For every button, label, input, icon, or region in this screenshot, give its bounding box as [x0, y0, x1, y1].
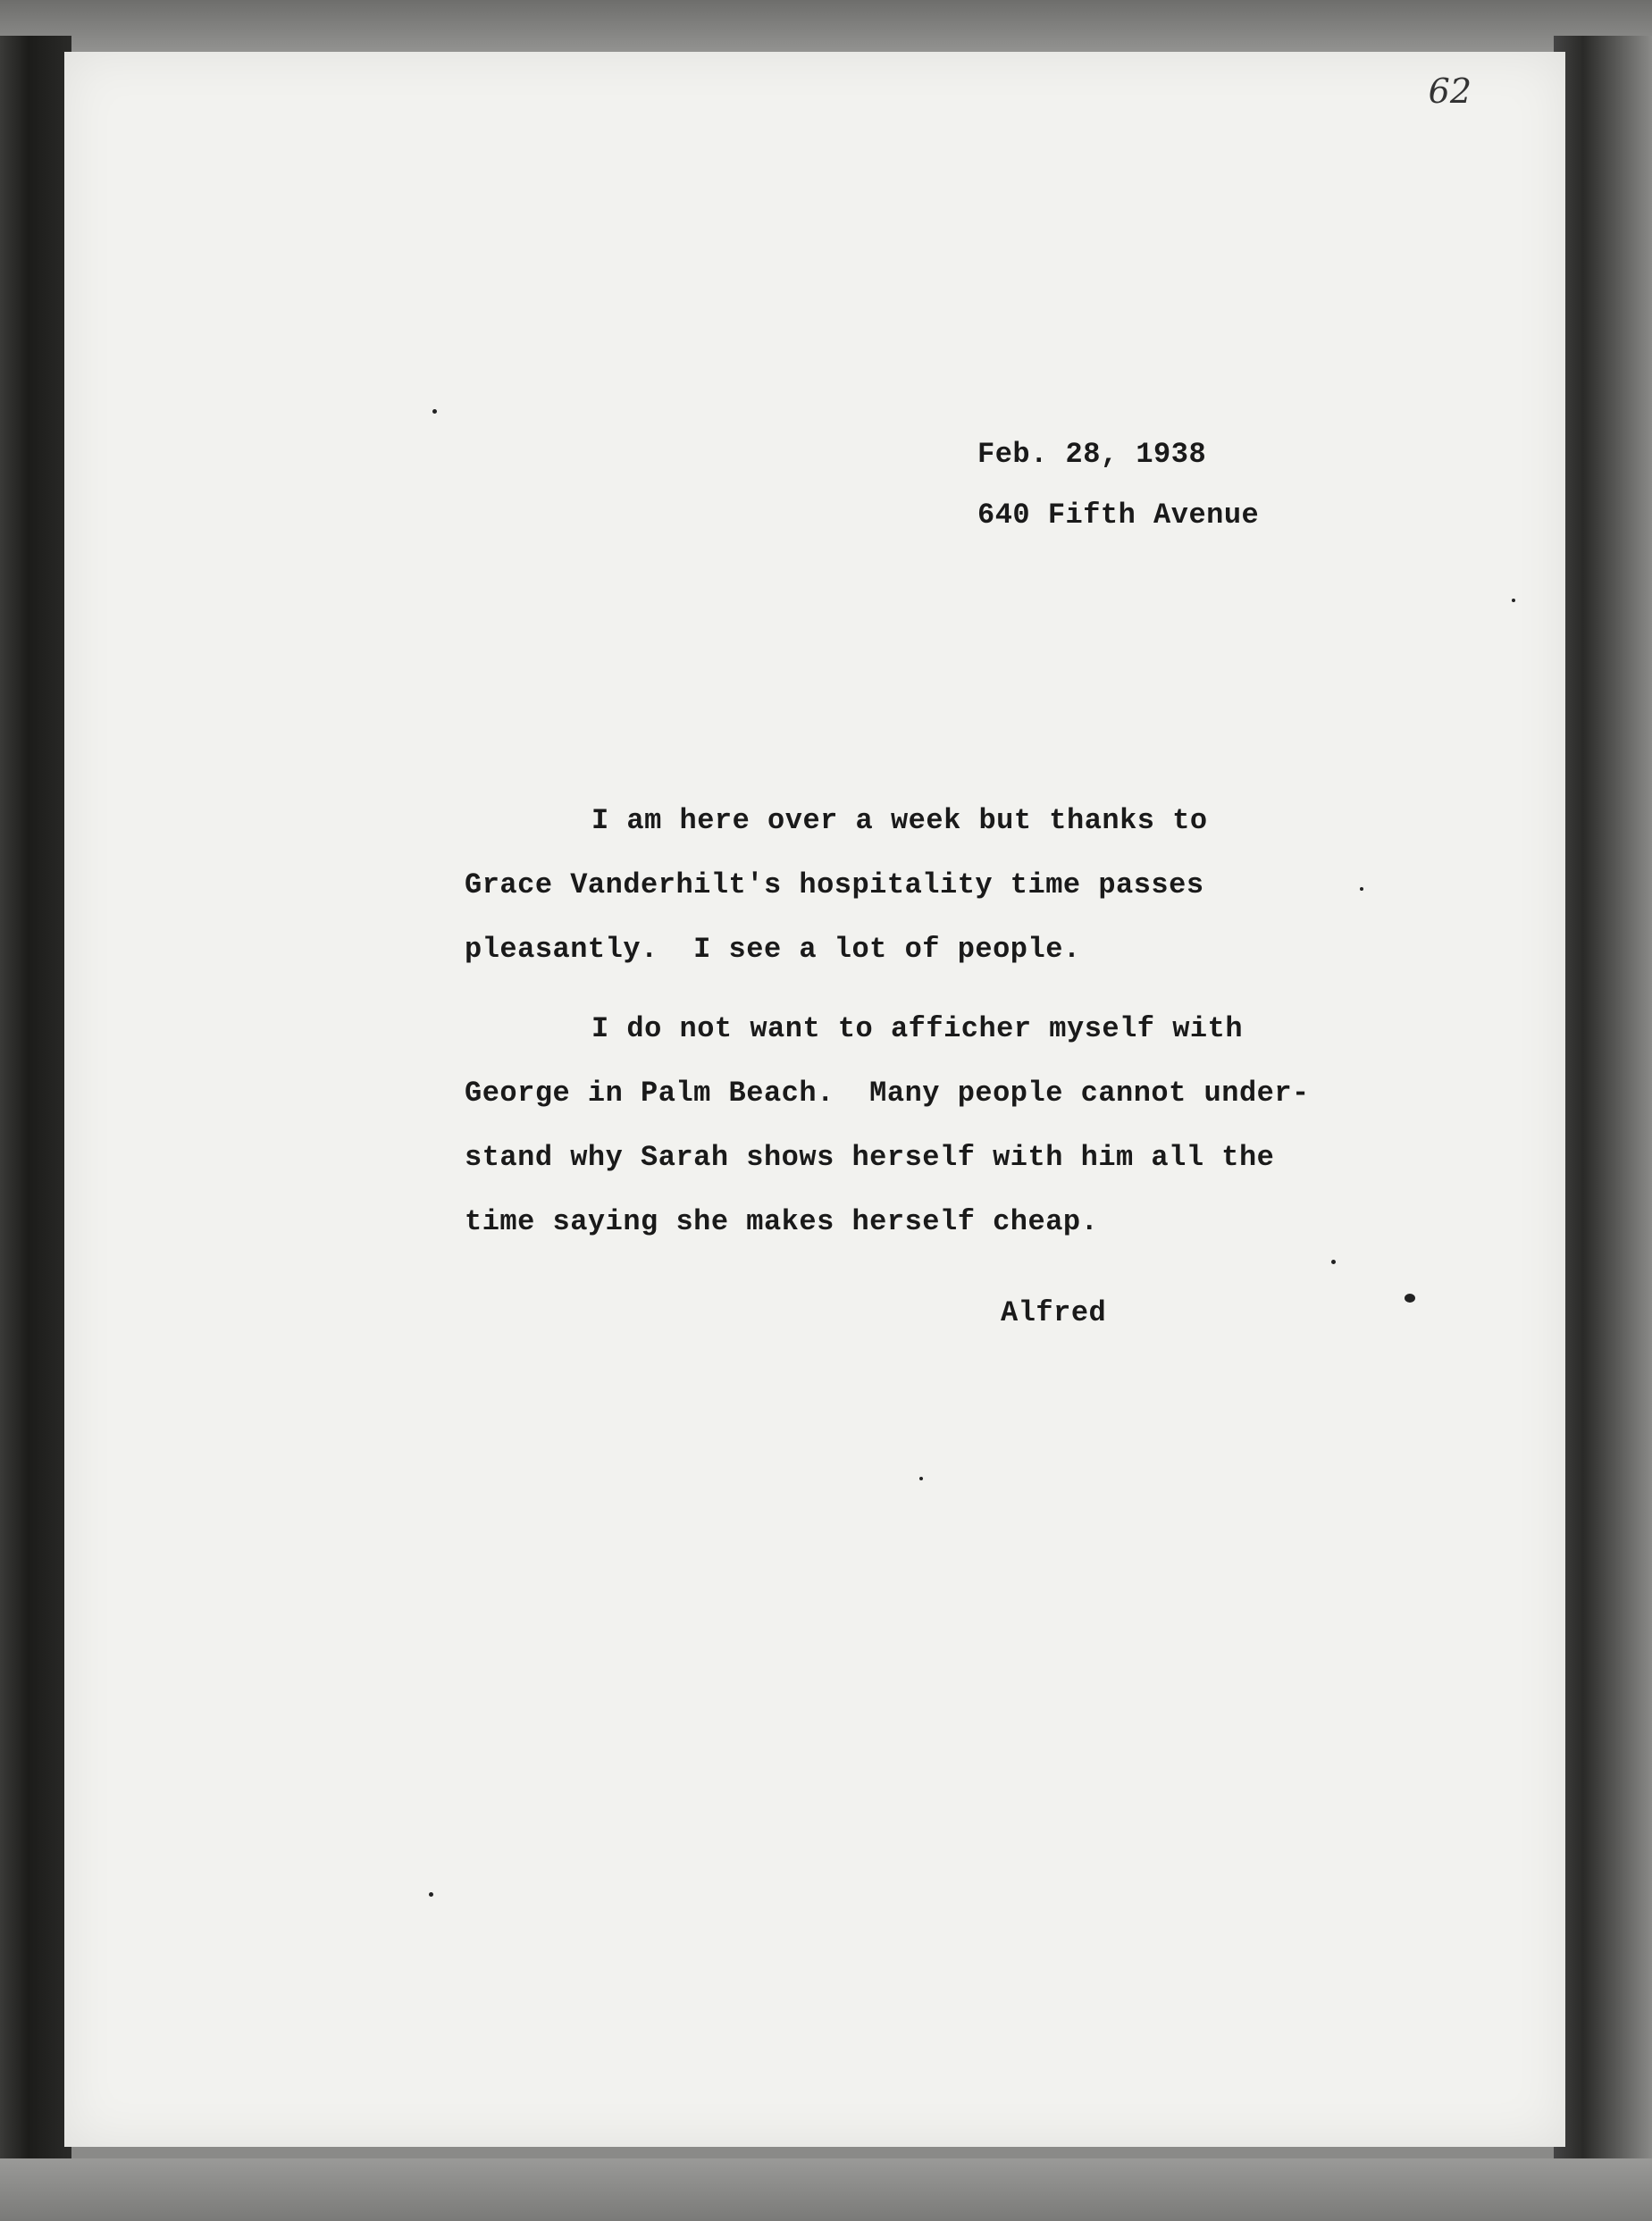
film-edge-right	[1554, 36, 1652, 2198]
paper-speck	[432, 409, 437, 414]
paragraph-2-line-1: I do not want to afficher myself with	[591, 1012, 1244, 1045]
paragraph-1-line-1: I am here over a week but thanks to	[591, 804, 1208, 837]
paragraph-1-line-2: Grace Vanderhilt's hospitality time passes	[465, 868, 1204, 901]
paragraph-1-line-3: pleasantly. I see a lot of people.	[465, 933, 1081, 966]
film-edge-bottom	[0, 2158, 1652, 2221]
paragraph-2-line-2: George in Palm Beach. Many people cannot under-	[465, 1077, 1310, 1110]
paragraph-2-line-4: time saying she makes herself cheap.	[465, 1205, 1099, 1238]
letter-date: Feb. 28, 1938	[977, 438, 1207, 471]
paper-speck	[1360, 887, 1363, 891]
paper-speck	[919, 1477, 923, 1480]
paper-speck	[1512, 599, 1515, 602]
film-edge-left	[0, 36, 71, 2198]
paper-speck	[1405, 1294, 1415, 1303]
letter-address: 640 Fifth Avenue	[977, 499, 1260, 532]
letter-page	[64, 52, 1565, 2147]
paper-speck	[429, 1892, 433, 1897]
signature: Alfred	[1001, 1296, 1107, 1329]
paragraph-2-line-3: stand why Sarah shows herself with him all the	[465, 1141, 1275, 1174]
paper-speck	[1331, 1260, 1336, 1264]
page-number: 62	[1428, 71, 1472, 111]
